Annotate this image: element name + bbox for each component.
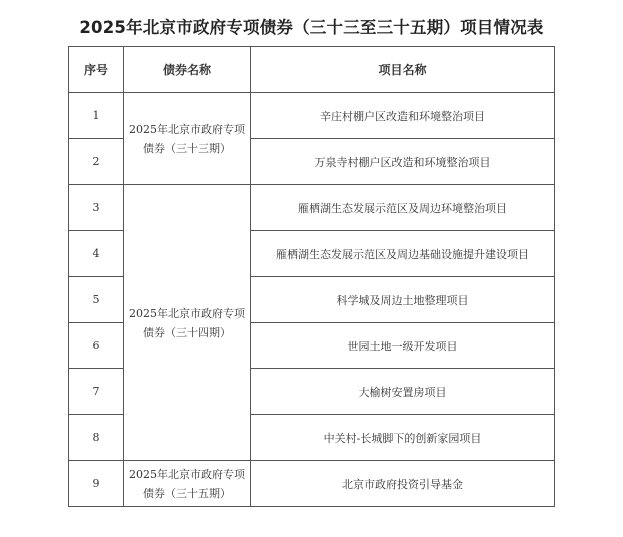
project-name-cell: 科学城及周边土地整理项目 (251, 277, 555, 323)
row-index: 2 (69, 139, 124, 185)
project-table (68, 46, 555, 507)
row-index: 3 (69, 185, 124, 231)
bond-name-cell: 2025年北京市政府专项债券（三十三期） (124, 93, 251, 185)
project-name-cell: 辛庄村棚户区改造和环境整治项目 (251, 93, 555, 139)
header-index: 序号 (69, 47, 124, 93)
page-title: 2025年北京市政府专项债券（三十三至三十五期）项目情况表 (79, 18, 544, 37)
row-index: 8 (69, 415, 124, 461)
row-index: 9 (69, 461, 124, 507)
project-name-cell: 万泉寺村棚户区改造和环境整治项目 (251, 139, 555, 185)
row-index: 4 (69, 231, 124, 277)
bond-name-cell: 2025年北京市政府专项债券（三十四期） (124, 185, 251, 461)
table-header-row (69, 47, 555, 93)
table-row (69, 185, 555, 231)
project-name-cell: 世园土地一级开发项目 (251, 323, 555, 369)
bond-name-cell: 2025年北京市政府专项债券（三十五期） (124, 461, 251, 507)
row-index: 5 (69, 277, 124, 323)
project-name-cell: 中关村-长城脚下的创新家园项目 (251, 415, 555, 461)
row-index: 1 (69, 93, 124, 139)
project-name-cell: 大榆树安置房项目 (251, 369, 555, 415)
row-index: 7 (69, 369, 124, 415)
header-bond-name: 债券名称 (124, 47, 251, 93)
project-name-cell: 北京市政府投资引导基金 (251, 461, 555, 507)
project-name-cell: 雁栖湖生态发展示范区及周边环境整治项目 (251, 185, 555, 231)
table-row (69, 93, 555, 139)
table-row (69, 461, 555, 507)
row-index: 6 (69, 323, 124, 369)
project-name-cell: 雁栖湖生态发展示范区及周边基础设施提升建设项目 (251, 231, 555, 277)
header-project-name: 项目名称 (251, 47, 555, 93)
